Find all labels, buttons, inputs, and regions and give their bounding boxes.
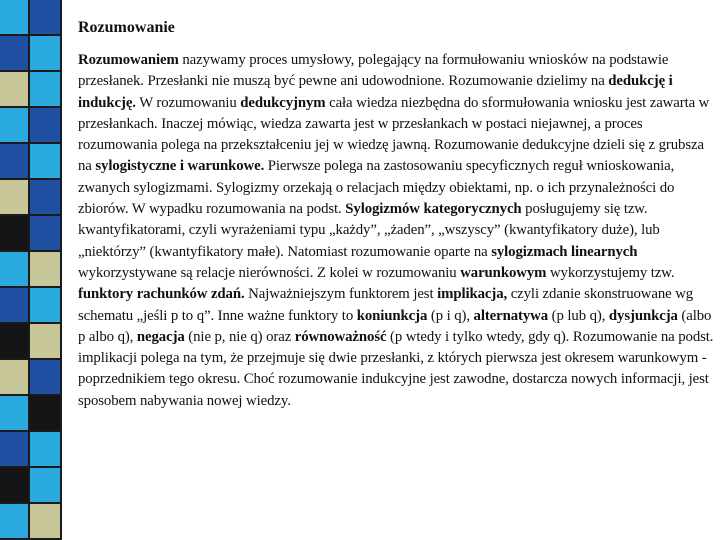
stripe-square xyxy=(30,252,60,288)
text-run: Najważniejszym funktorem jest xyxy=(244,286,438,303)
stripe-square xyxy=(30,180,60,216)
stripe-block xyxy=(0,504,62,540)
text-run: czyli zdanie skonstruowane wg schematu „jeśli p to q”. Inne ważne funktory to xyxy=(78,286,694,324)
stripe-block xyxy=(0,108,62,144)
text-run: cała wiedza niezbędna do sformułowania wniosku jest zawarta w przesłankach. Inaczej mówiąc, wiedza zawarta jest w przesłankach w postaci niejawnej, a proces rozumowania polega na przekształceniu jej w wiedzę jawną. Rozumowanie dedukcyjne dzieli się z grubsza na xyxy=(78,94,710,175)
stripe-square xyxy=(0,324,30,360)
stripe-square xyxy=(0,468,30,504)
stripe-square xyxy=(30,360,60,396)
stripe-square xyxy=(0,252,30,288)
stripe-square xyxy=(0,144,30,180)
stripe-block xyxy=(0,288,62,324)
stripe-square xyxy=(0,504,30,540)
stripe-square xyxy=(30,36,60,72)
stripe-block xyxy=(0,0,62,36)
text-run: nazywamy proces umysłowy, polegający na formułowaniu wniosków na podstawie przesłanek. Przesłanki nie muszą być pewne ani udowodnione. Rozumowanie dzielimy na xyxy=(78,52,669,90)
stripe-square xyxy=(30,396,60,432)
stripe-square xyxy=(0,360,30,396)
bold-term: alternatywa xyxy=(473,307,549,324)
slide-title: Rozumowanie xyxy=(78,19,175,36)
text-run: W rozumowaniu xyxy=(135,94,241,111)
stripe-square xyxy=(0,216,30,252)
text-run: posługujemy się tzw. kwantyfikatorami, czyli wyrażeniami typu „każdy”, „żaden”, „wszyscy” (kwantyfikatory duże), lub „niektórzy” (kwantyfikatory małe). Natomiast rozumowanie oparte na xyxy=(78,201,660,260)
bold-term: Rozumowaniem xyxy=(78,52,179,68)
stripe-block xyxy=(0,216,62,252)
text-run: (p i q), xyxy=(427,307,474,324)
stripe-square xyxy=(0,288,30,324)
stripe-square xyxy=(0,180,30,216)
stripe-square xyxy=(30,108,60,144)
stripe-square xyxy=(30,216,60,252)
bold-term: dedukcyjnym xyxy=(240,94,326,111)
bold-term: koniunkcja xyxy=(356,307,428,324)
stripe-square xyxy=(0,432,30,468)
bold-term: implikacja, xyxy=(437,286,508,303)
stripe-block xyxy=(0,324,62,360)
stripe-square xyxy=(0,36,30,72)
bold-term: dedukcję i indukcję. xyxy=(78,73,673,111)
bold-term: warunkowym xyxy=(460,264,547,281)
decorative-stripe xyxy=(0,0,62,540)
stripe-square xyxy=(0,72,30,108)
stripe-square xyxy=(30,72,60,108)
stripe-square xyxy=(30,0,60,36)
text-run: wykorzystujemy tzw. xyxy=(546,264,675,281)
bold-term: równoważność xyxy=(294,328,387,345)
slide-body-text xyxy=(78,50,714,412)
stripe-block xyxy=(0,360,62,396)
stripe-square xyxy=(0,0,30,36)
stripe-block xyxy=(0,144,62,180)
bold-term: sylogistyczne i warunkowe. xyxy=(95,158,265,175)
stripe-square xyxy=(30,504,60,540)
stripe-block xyxy=(0,252,62,288)
stripe-block xyxy=(0,72,62,108)
stripe-square xyxy=(0,108,30,144)
slide-content xyxy=(78,18,714,412)
text-run: Pierwsze polega na zastosowaniu specyficznych reguł wnioskowania, zwanych sylogizmami. Sylogizmy orzekają o relacjach między obiektami, np. o ich przynależności do zbiorów. W wypadku rozumowania na podst. xyxy=(78,158,675,218)
text-run: (p wtedy i tylko wtedy, gdy q). Rozumowanie na podst. implikacji polega na tym, że przejmuje się dwie przesłanki, z których pierwsza jest okresem warunkowym - poprzednikiem tego okresu. Choć rozumowanie indukcyjne jest zawodne, dostarcza nowych informacji, jest sposobem nabywania nowej wiedzy. xyxy=(78,328,714,409)
stripe-square xyxy=(30,144,60,180)
stripe-square xyxy=(30,432,60,468)
stripe-square xyxy=(0,396,30,432)
bold-term: dysjunkcja xyxy=(608,307,678,324)
bold-term: Sylogizmów kategorycznych xyxy=(345,201,522,218)
bold-term: funktory rachunków zdań. xyxy=(78,286,245,303)
stripe-square xyxy=(30,468,60,504)
text-run: (p lub q), xyxy=(548,307,609,324)
stripe-block xyxy=(0,396,62,432)
text-run: (nie p, nie q) oraz xyxy=(184,328,295,345)
stripe-square xyxy=(30,288,60,324)
text-run: (albo p albo q), xyxy=(78,307,712,345)
stripe-block xyxy=(0,180,62,216)
stripe-block xyxy=(0,432,62,468)
bold-term: negacja xyxy=(136,328,185,345)
stripe-block xyxy=(0,468,62,504)
stripe-square xyxy=(30,324,60,360)
text-run: wykorzystywane są relacje nierówności. Z kolei w rozumowaniu xyxy=(78,264,461,281)
bold-term: sylogizmach linearnych xyxy=(491,243,638,260)
stripe-block xyxy=(0,36,62,72)
